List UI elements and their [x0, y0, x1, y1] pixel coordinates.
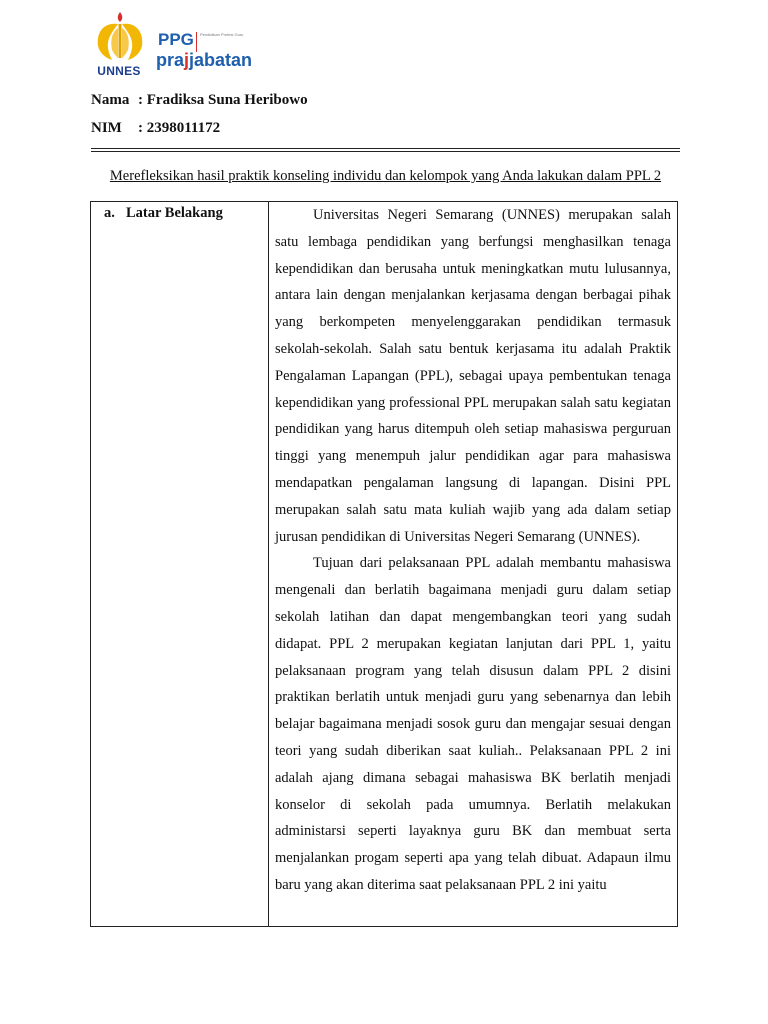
- name-label: Nama: [91, 92, 130, 108]
- prajabatan-prefix: pra: [156, 50, 185, 70]
- header-rule-top: [91, 148, 680, 149]
- prajabatan-logo-text: [156, 50, 252, 71]
- name-value: : Fradiksa Suna Heribowo: [138, 92, 308, 108]
- section-body: [275, 202, 671, 899]
- table-column-divider: [268, 202, 269, 926]
- prajabatan-suffix: jabatan: [189, 50, 253, 70]
- header-logo: [92, 10, 272, 80]
- body-paragraph-2: Tujuan dari pelaksanaan PPL adalah membantu mahasiswa mengenali dan berlatih bagaimana menjadi guru dalam setiap sekolah latihan dan dapat mengembangkan teori yang sudah didapat. PPL 2 merupakan kegiatan lanjutan dari PPL 1, yaitu pelaksanaan program yang telah disusun dalam PPL 2 disini praktikan berlatih untuk menjadi guru yang sebenarnya dan lebih belajar bagaimana menjadi sosok guru dan mengajar sesuai dengan teori yang sudah diberikan saat kuliah.. Pelaksanaan PPL 2 ini adalah ajang dimana sebagai mahasiswa BK berlatih menjadi konselor di sekolah pada umumnya. Berlatih melakukan administarsi seperti layaknya guru BK dan membuat serta menjalankan progam seperti apa yang telah dibuat. Adapaun ilmu baru yang akan diterima saat pelaksanaan PPL 2 ini yaitu: [275, 555, 671, 893]
- ppg-logo-text: PPG: [158, 30, 194, 49]
- ppg-tagline: Pendidikan Profesi Guru: [200, 32, 244, 37]
- unnes-logo-text: UNNES: [97, 64, 141, 78]
- section-number: a.: [104, 205, 115, 221]
- body-paragraph-1: Universitas Negeri Semarang (UNNES) merupakan salah satu lembaga pendidikan yang berfungsi menghasilkan tenaga kependidikan dan berusaha untuk meningkatkan mutu lulusannya, antara lain dengan menjalankan kerjasama dengan berbagai pihak yang berkompeten menyelenggarakan pendidikan termasuk sekolah-sekolah. Salah satu bentuk kerjasama itu adalah Praktik Pengalaman Lapangan (PPL), sebagai upaya pembentukan tenaga kependidikan yang professional PPL merupakan salah satu kegiatan pendidikan yang harus ditempuh oleh setiap mahasiswa perguruan tinggi yang menempuh jalur pendidikan agar para mahasiswa mendapatkan pengalaman langsung di lapangan. Disini PPL merupakan salah satu mata kuliah wajib yang ada dalam setiap jurusan pendidikan di Universitas Negeri Semarang (UNNES).: [275, 207, 671, 545]
- unnes-emblem-icon: [92, 10, 148, 66]
- section-title: [104, 205, 223, 222]
- header-rule-bottom: [91, 151, 680, 152]
- nim-value: : 2398011172: [138, 120, 221, 136]
- content-table: [90, 201, 678, 927]
- nim-label: NIM: [91, 120, 122, 136]
- identity-name-row: [91, 92, 308, 109]
- section-title-text: Latar Belakang: [126, 205, 223, 221]
- instruction-heading: Merefleksikan hasil praktik konseling individu dan kelompok yang Anda lakukan dalam PPL 2: [109, 168, 662, 184]
- identity-nim-row: [91, 120, 220, 137]
- logo-divider: [196, 32, 197, 52]
- prajabatan-accent: j: [184, 50, 190, 70]
